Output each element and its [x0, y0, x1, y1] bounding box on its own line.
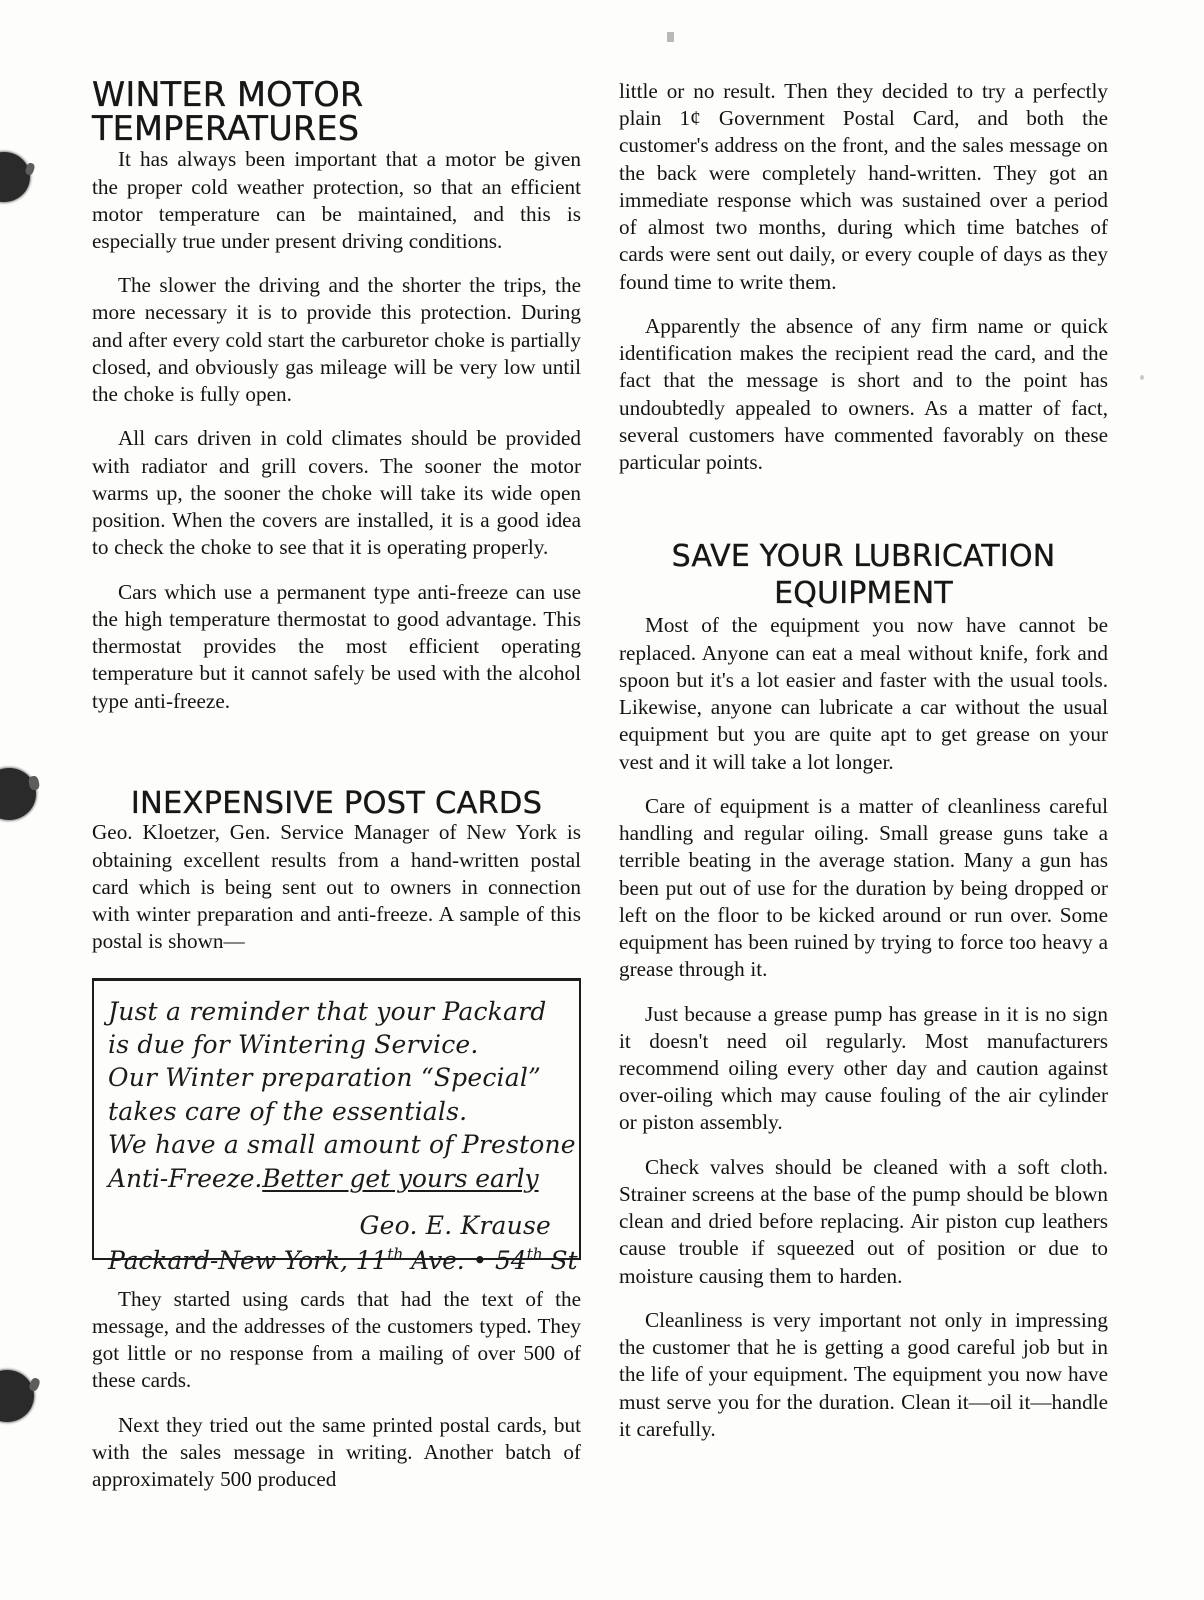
postcard-facsimile [92, 978, 581, 1276]
paragraph: The slower the driving and the shorter the trips, the more necessary it is to provide this protection. During and after every cold start the carburetor choke is partially closed, and obviously gas mileage will be very low until the choke is fully open. [92, 273, 581, 407]
paragraph: Care of equipment is a matter of cleanliness careful handling and regular oiling. Small grease guns take a terrible beating in the average station. Many a gun has been put out of use for the duration by being dropped or left on the floor to be kicked around or run over. Some equipment has been ruined by trying to force too heavy a grease through it. [619, 793, 1108, 982]
right-edge-speck [1140, 375, 1144, 380]
postcard-address-part3: St [542, 1246, 578, 1276]
postcard-address-ordinal-1: th [387, 1245, 404, 1264]
section-title-inexpensive-post-cards: INEXPENSIVE POST CARDS [130, 785, 543, 821]
postcard-line: We have a small amount of Prestone [108, 1130, 576, 1160]
paragraph: little or no result. Then they decided to try a perfectly plain 1¢ Government Postal Card, and both the customer's address on the front, and the sales message on the back were completely hand-written. They got an immediate response which was sustained over a period of almost two months, during which time batches of cards were sent out daily, or every couple of days as they found time to write them. [619, 79, 1108, 294]
section-title-line-1: SAVE YOUR LUBRICATION [671, 539, 1056, 575]
paragraph: Most of the equipment you now have cannot be replaced. Anyone can eat a meal without knife, fork and spoon but it's a lot easier and faster with the usual tools. Likewise, anyone can lubricate a car without the usual equipment but you are quite apt to get grease on your vest and it will take a lot longer. [619, 613, 1108, 774]
section-title-save-your-lubrication-equipment [619, 539, 1108, 612]
section-title-line-2: EQUIPMENT [774, 575, 953, 611]
paragraph: Just because a grease pump has grease in it is no sign it doesn't need oil regularly. Most manufacturers recommend oiling every other day and caution against over-oiling which may cause fouling of the air cylinder or piston assembly. [619, 1001, 1108, 1135]
paragraph: Next they tried out the same printed postal cards, but with the sales message in writing. Another batch of approximately 500 produced [92, 1412, 581, 1492]
paragraph: Cars which use a permanent type anti-freeze can use the high temperature thermostat to good advantage. This thermostat provides the most efficient operating temperature but it cannot safely be used with the alcohol type anti-freeze. [92, 579, 581, 713]
postcard-line: Our Winter preparation “Special” [108, 1063, 542, 1093]
left-column [92, 75, 581, 1493]
paragraph: They started using cards that had the text of the message, and the addresses of the customers typed. They got little or no response from a mailing of over 500 of these cards. [92, 1286, 581, 1393]
paragraph: Geo. Kloetzer, Gen. Service Manager of New York is obtaining excellent results from a hand-written postal card which is being sent out to owners in connection with winter preparation and anti-freeze. A sample of this postal is shown— [92, 820, 581, 954]
paragraph: Apparently the absence of any firm name or quick identification makes the recipient read the card, and the fact that the message is short and to the point has undoubtedly appealed to owners. As a matter of fact, several customers have commented favorably on these particular points. [619, 313, 1108, 475]
postcard-signature: Geo. E. Krause [359, 1210, 551, 1240]
postcard-address-ordinal-2: th [526, 1245, 543, 1264]
paragraph: Check valves should be cleaned with a soft cloth. Strainer screens at the base of the pump should be blown clean and dried before replacing. Air piston cup leathers cause trouble if squeezed out of position or due to moisture causing them to harden. [619, 1154, 1108, 1288]
top-edge-registration-mark [667, 32, 674, 42]
binder-punch-nick-bottom [28, 1377, 41, 1392]
postcard-line: is due for Wintering Service. [108, 1030, 479, 1060]
page-title-winter-motor-temperatures: WINTER MOTOR TEMPERATURES [92, 75, 364, 149]
binder-punch-hole-top [0, 152, 30, 202]
section-spacer [92, 732, 581, 788]
paragraph: Cleanliness is very important not only in impressing the customer that he is getting a good careful job but in the life of your equipment. The equipment you now have must serve you for the duration. Clean it—oil it—handle it carefully. [619, 1307, 1108, 1441]
paragraph: All cars driven in cold climates should be provided with radiator and grill covers. The sooner the motor warms up, the sooner the choke will take its wide open position. When the covers are installed, it is a good idea to check the choke to see that it is operating properly. [92, 426, 581, 560]
postcard-underlined-call-to-action: Better get yours early [262, 1163, 539, 1193]
paragraph: It has always been important that a motor be given the proper cold weather protection, so that an efficient motor temperature can be maintained, and this is especially true under present driving conditions. [92, 147, 581, 254]
postcard-address [108, 1244, 578, 1277]
postcard-address-part2: Ave. • 54 [403, 1246, 527, 1276]
binder-punch-hole-bottom [0, 1370, 34, 1422]
postcard-line: Just a reminder that your Packard [108, 996, 547, 1026]
postcard-line: takes care of the essentials. [108, 1096, 468, 1126]
right-column [619, 78, 1108, 1443]
section-spacer [619, 493, 1108, 539]
postcard-line-with-underline [108, 1162, 569, 1195]
postcard-line-plain: Anti-Freeze. [108, 1163, 263, 1193]
postcard-address-part1: Packard-New York, 11 [108, 1246, 388, 1276]
